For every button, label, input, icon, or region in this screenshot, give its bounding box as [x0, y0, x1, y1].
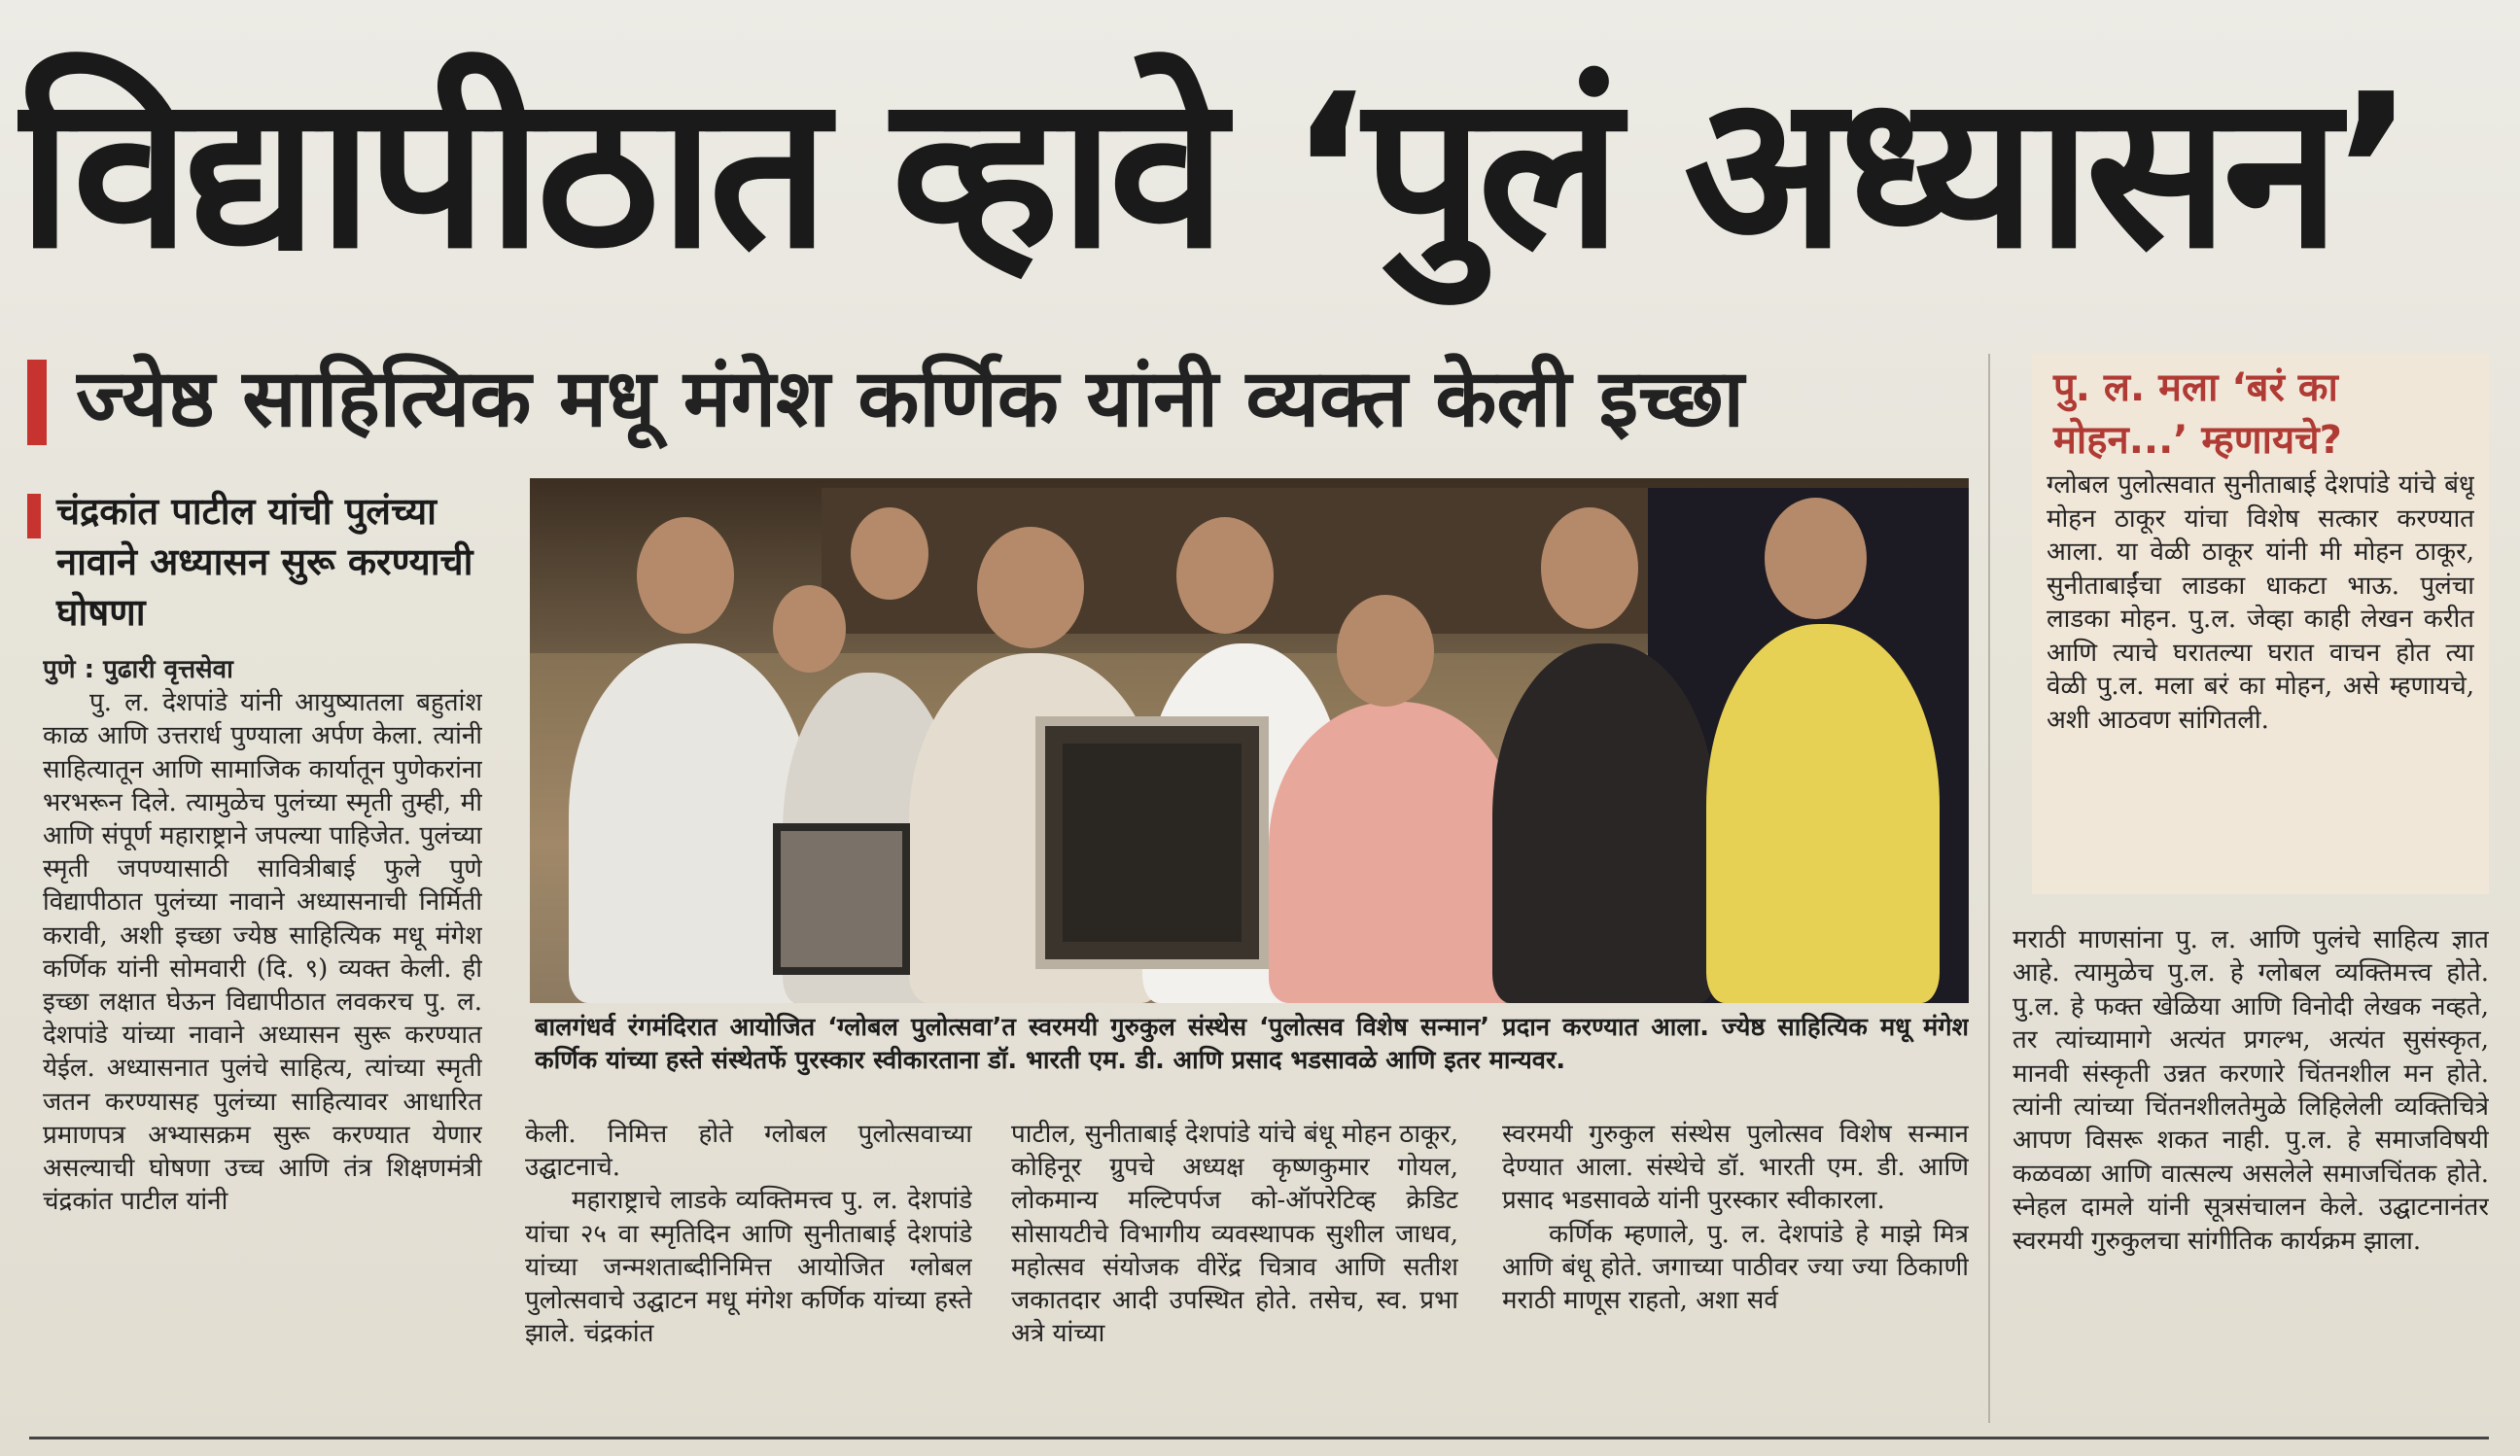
photo-person	[1269, 702, 1522, 1003]
photo-person-head	[1337, 595, 1434, 707]
subheadline-block	[27, 342, 1972, 457]
article-column-1	[43, 653, 482, 1431]
article-column-5	[2012, 923, 2489, 1439]
article-paragraph: महाराष्ट्राचे लाडके व्यक्तिमत्त्व पु. ल. देशपांडे यांचा २५ वा स्मृतिदिन आणि सुनीताबाई देशपांडे यांच्या जन्मशताब्दीनिमित्त आयोजित ग्लोबल पुलोत्सवाचे उद्घाटन मधू मंगेश कर्णिक यांच्या हस्ते झाले. चंद्रकांत	[525, 1186, 972, 1349]
article-paragraph: पु. ल. देशपांडे यांनी आयुष्यातला बहुतांश काळ आणि उत्तरार्ध पुण्याला अर्पण केला. त्यांनी साहित्यातून आणि सामाजिक कार्यातून पुणेकरांना भरभरून दिले. त्यामुळेच पुलंच्या स्मृती तुम्ही, मी आणि संपूर्ण महाराष्ट्राने जपल्या पाहिजेत. पुलंच्या स्मृती जपण्यासाठी सावित्रीबाई फुले पुणे विद्यापीठात पुलंच्या नावाने अध्यासनाची निर्मिती करावी, अशी इच्छा ज्येष्ठ साहित्यिक मधू मंगेश कर्णिक यांनी सोमवारी (दि. ९) व्यक्त केली. ही इच्छा लक्षात घेऊन विद्यापीठात लवकरच पु. ल. देशपांडे यांच्या नावाने अध्यासन सुरू करण्यात येईल. अध्यासनात पुलंचे साहित्य, त्यांच्या स्मृती जतन करण्यासह पुलंच्या साहित्यावर आधारित प्रमाणपत्र अभ्यासक्रम सुरू करण्यात येणार असल्याची घोषणा उच्च आणि तंत्र शिक्षणमंत्री चंद्रकांत पाटील यांनी	[43, 688, 482, 1217]
article-paragraph: कर्णिक म्हणाले, पु. ल. देशपांडे हे माझे मित्र आणि बंधू होते. जगाच्या पाठीवर ज्या ज्या ठिकाणी मराठी माणूस राहतो, अशा सर्व	[1502, 1219, 1969, 1316]
photo-person-head	[1541, 507, 1638, 629]
photo-person-head	[977, 527, 1084, 648]
article-column-2	[525, 1118, 972, 1439]
article-paragraph: केली. निमित्त होते ग्लोबल पुलोत्सवाच्या उद्घाटनाचे.	[525, 1120, 972, 1183]
small-award-frame	[773, 823, 910, 975]
article-paragraph: स्वरमयी गुरुकुल संस्थेस पुलोत्सव विशेष सन्मान देण्यात आला. संस्थेचे डॉ. भारती एम. डी. आणि प्रसाद भडसावळे यांनी पुरस्कार स्वीकारला.	[1502, 1120, 1969, 1216]
article-paragraph: मराठी माणसांना पु. ल. आणि पुलंचे साहित्य ज्ञात आहे. त्यामुळेच पु.ल. हे ग्लोबल व्यक्तिमत्त्व होते. पु.ल. हे फक्त खेळिया आणि विनोदी लेखक नव्हते, तर त्यांच्यामागे अत्यंत प्रगल्भ, अत्यंत सुसंस्कृत, मानवी संस्कृती उन्नत करणारे चिंतनशील मन होते. त्यांनी त्यांच्या चिंतनशीलतेमुळे लिहिलेली व्यक्तिचित्रे आपण विसरू शकत नाही. पु.ल. हे समाजविषयी कळवळा आणि वात्सल्य असलेले समाजचिंतक होते. स्नेहल दामले यांनी सूत्रसंचालन केले. उद्घाटनानंतर स्वरमयी गुरुकुलचा सांगीतिक कार्यक्रम झाला.	[2012, 925, 2489, 1256]
photo-person-head	[637, 517, 734, 634]
event-photo	[530, 478, 1969, 1003]
sidebar-paragraph: ग्लोबल पुलोत्सवात सुनीताबाई देशपांडे यांचे बंधू मोहन ठाकूर यांचा विशेष सत्कार करण्यात आला. या वेळी ठाकूर यांनी मी मोहन ठाकूर, सुनीताबाईंचा लाडका धाकटा भाऊ. पुलंचा लाडका मोहन. पु.ल. जेव्हा काही लेखन करीत आणि त्याचे घरातल्या घरात वाचन होत त्या वेळी पु.ल. मला बरं का मोहन, असे म्हणायचे, अशी आठवण सांगितली.	[2047, 470, 2474, 735]
kicker-accent-bar	[27, 494, 41, 538]
photo-person-head	[773, 585, 846, 673]
article-column-4	[1502, 1118, 1969, 1439]
photo-person-head	[1176, 517, 1274, 634]
kicker-heading: चंद्रकांत पाटील यांची पुलंच्या नावाने अध्यासन सुरू करण्याची घोषणा	[56, 490, 473, 634]
photo-person-head	[851, 507, 928, 600]
photo-person	[1706, 624, 1940, 1003]
sidebar-body	[2047, 468, 2474, 877]
award-plaque	[1035, 716, 1269, 969]
photo-caption: बालगंधर्व रंगमंदिरात आयोजित ‘ग्लोबल पुलोत्सवा’त स्वरमयी गुरुकुल संस्थेस ‘पुलोत्सव विशेष सन्मान’ प्रदान करण्यात आला. ज्येष्ठ साहित्यिक मधू मंगेश कर्णिक यांच्या हस्ते संस्थेतर्फे पुरस्कार स्वीकारताना डॉ. भारती एम. डी. आणि प्रसाद भडसावळे आणि इतर मान्यवर.	[535, 1013, 1969, 1075]
article-column-3	[1011, 1118, 1458, 1439]
subheadline: ज्येष्ठ साहित्यिक मधू मंगेश कर्णिक यांनी व्यक्त केली इच्छा	[76, 353, 1744, 445]
article-paragraph: पाटील, सुनीताबाई देशपांडे यांचे बंधू मोहन ठाकूर, कोहिनूर ग्रुपचे अध्यक्ष कृष्णकुमार गोयल, लोकमान्य मल्टिपर्पज को-ऑपरेटिव्ह क्रेडिट सोसायटीचे विभागीय व्यवस्थापक सुशील जाधव, महोत्सव संयोजक वीरेंद्र चित्राव आणि सतीश जकातदार आदी उपस्थित होते. तसेच, स्व. प्रभा अत्रे यांच्या	[1011, 1120, 1458, 1349]
column-divider	[1988, 354, 1990, 1423]
bottom-rule	[29, 1437, 2489, 1439]
photo-person	[1492, 643, 1716, 1003]
photo-person-head	[1765, 498, 1867, 619]
subheadline-accent-bar	[27, 360, 47, 445]
sidebar-title: पु. ल. मला ‘बरं का मोहन...’ म्हणायचे?	[2053, 365, 2342, 463]
kicker-block	[27, 486, 533, 646]
headline: विद्यापीठात व्हावे ‘पुलं अध्यासन’	[18, 50, 2410, 295]
dateline: पुणे : पुढारी वृत्तसेवा	[43, 655, 233, 684]
